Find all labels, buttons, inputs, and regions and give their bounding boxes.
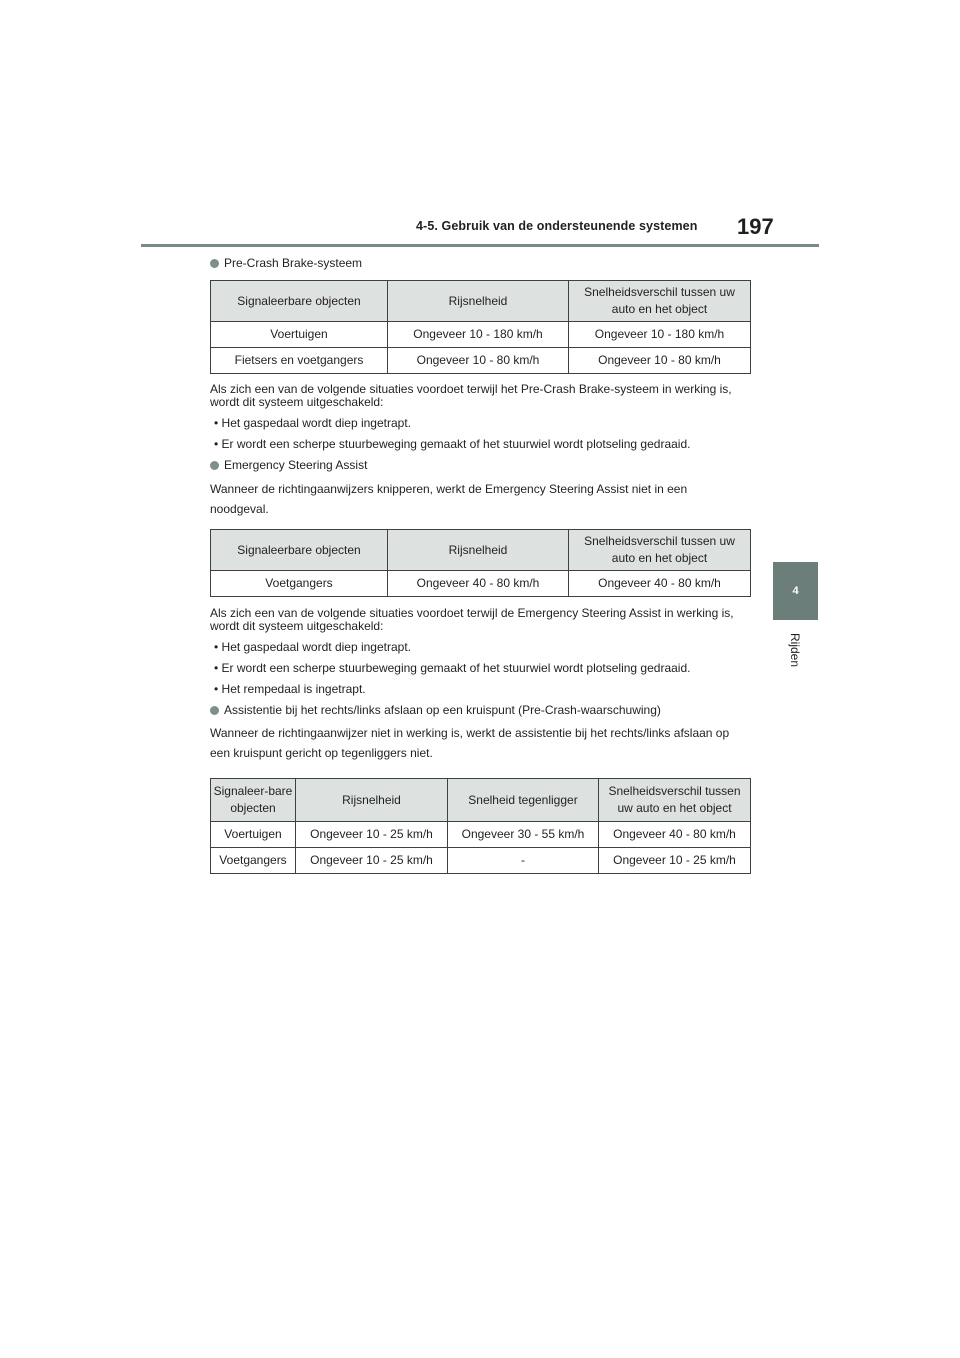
chapter-number: 4 [792,585,799,597]
table-cell: Voertuigen [211,322,388,348]
table-cell: Ongeveer 10 - 80 km/h [388,348,569,374]
table-header-row [211,530,751,571]
section-title: 4-5. Gebruik van de ondersteunende systemen [416,219,698,233]
table-cell: Ongeveer 10 - 180 km/h [388,322,569,348]
table-header-cell: Signaleerbare objecten [211,530,388,571]
bullet-dot-icon [210,706,219,715]
bullet-dot-icon [210,461,219,470]
table-cell: Fietsers en voetgangers [211,348,388,374]
table-row [211,822,751,848]
turn-assist-description: Wanneer de richtingaanwijzer niet in werking is, werkt de assistentie bij het rechts/links afslaan op een kruispunt gericht op tegenliggers niet. [210,726,730,760]
table-cell: Ongeveer 40 - 80 km/h [599,822,751,848]
steering-intro: Als zich een van de volgende situaties voordoet terwijl de Emergency Steering Assist in werking is, wordt dit systeem uitgeschakeld: [210,606,734,633]
table-header-cell: Rijsnelheid [388,281,569,322]
page-number: 197 [737,214,774,239]
table-header-cell: Snelheid tegenligger [448,779,599,822]
turn-assist-table [210,778,751,874]
steering-heading [210,455,752,476]
list-item: • Het gaspedaal wordt diep ingetrapt. [214,640,411,654]
pre-crash-intro: Als zich een van de volgende situaties voordoet terwijl het Pre-Crash Brake-systeem in werking is, wordt dit systeem uitgeschakeld: [210,382,732,409]
table-cell: Ongeveer 10 - 25 km/h [296,848,448,874]
table-row [211,571,751,597]
table-cell: Ongeveer 10 - 25 km/h [296,822,448,848]
table-header-cell: Signaleer-bare objecten [211,779,296,822]
table-header-cell: Rijsnelheid [296,779,448,822]
list-item: • Er wordt een scherpe stuurbeweging gemaakt of het stuurwiel wordt plotseling gedraaid. [214,437,691,451]
table-row [211,322,751,348]
table-header-cell: Snelheidsverschil tussen uw auto en het object [599,779,751,822]
pre-crash-heading [210,253,752,274]
table-header-cell: Snelheidsverschil tussen uw auto en het object [569,530,751,571]
page-content [210,253,752,874]
chapter-label [773,625,818,675]
table-cell: Ongeveer 30 - 55 km/h [448,822,599,848]
pre-crash-table [210,280,751,374]
header-rule [141,244,819,247]
table-header-cell: Snelheidsverschil tussen uw auto en het object [569,281,751,322]
steering-heading-text: Emergency Steering Assist [224,458,368,472]
table-cell: Voetgangers [211,848,296,874]
table-header-cell: Signaleerbare objecten [211,281,388,322]
table-cell: Voertuigen [211,822,296,848]
steering-table [210,529,751,597]
turn-assist-heading-text: Assistentie bij het rechts/links afslaan op een kruispunt (Pre-Crash-waarschuwing) [224,703,661,717]
table-cell: Ongeveer 10 - 80 km/h [569,348,751,374]
chapter-tab[interactable] [773,562,818,620]
chapter-label-text: Rijden [788,632,803,668]
table-cell: Ongeveer 40 - 80 km/h [569,571,751,597]
table-row [211,848,751,874]
list-item: • Er wordt een scherpe stuurbeweging gemaakt of het stuurwiel wordt plotseling gedraaid. [214,661,691,675]
turn-assist-heading [210,700,752,721]
list-item: • Het gaspedaal wordt diep ingetrapt. [214,416,411,430]
table-cell: Ongeveer 10 - 25 km/h [599,848,751,874]
table-cell: Ongeveer 40 - 80 km/h [388,571,569,597]
bullet-dot-icon [210,259,219,268]
steering-description: Wanneer de richtingaanwijzers knipperen, werkt de Emergency Steering Assist niet in een noodgeval. [210,482,688,516]
pre-crash-heading-text: Pre-Crash Brake-systeem [224,256,363,270]
table-cell: Ongeveer 10 - 180 km/h [569,322,751,348]
table-cell: - [448,848,599,874]
table-header-row [211,281,751,322]
table-header-row [211,779,751,822]
table-cell: Voetgangers [211,571,388,597]
list-item: • Het rempedaal is ingetrapt. [214,682,366,696]
table-row [211,348,751,374]
table-header-cell: Rijsnelheid [388,530,569,571]
